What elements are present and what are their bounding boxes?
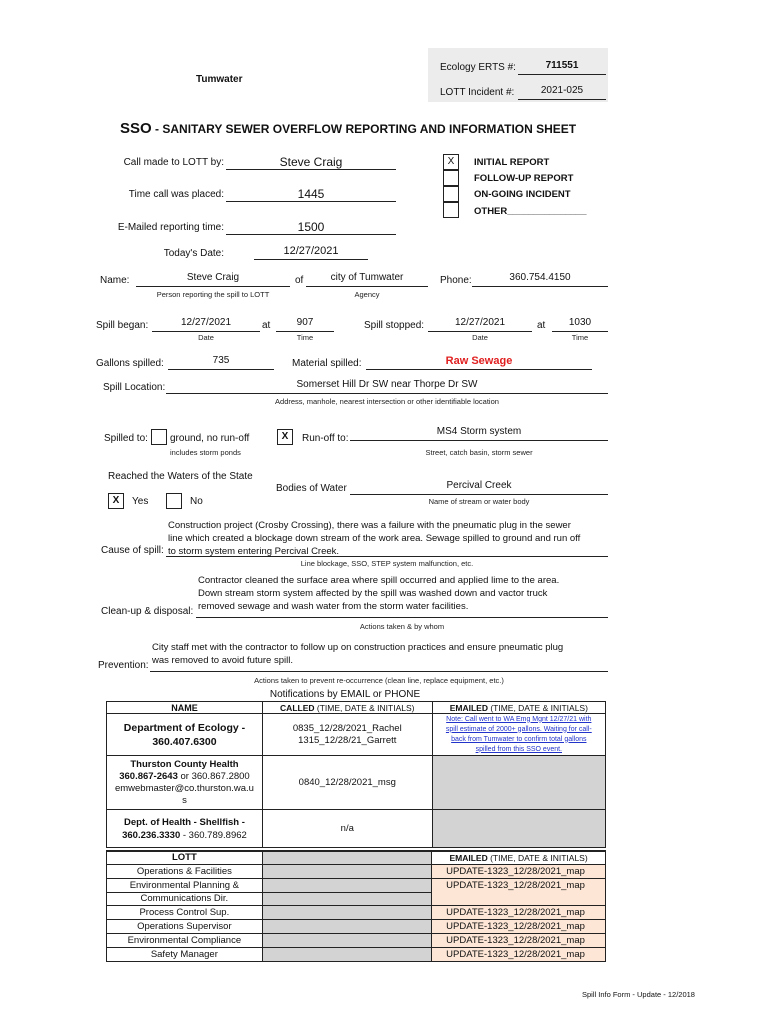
report-type-followup-label: FOLLOW-UP REPORT: [474, 173, 574, 184]
name-value: Steve Craig: [136, 272, 290, 287]
cleanup-line-3: removed sewage and wash water from the storm water facilities.: [198, 601, 469, 612]
lott-title: LOTT: [107, 851, 263, 864]
prevention-line-1: City staff met with the contractor to follow up on construction practices and ensure pneumatic plug: [152, 642, 564, 653]
lott-table: [106, 850, 606, 962]
name-label: Name:: [100, 275, 130, 286]
health-phone-rest: - 360.789.8962: [180, 829, 247, 841]
lott-row-called: [262, 878, 431, 892]
col-called-bold: CALLED: [280, 702, 315, 713]
phone-value: 360.754.4150: [472, 272, 608, 287]
lott-header-gap: [262, 851, 431, 864]
table-row: [107, 714, 606, 756]
of-label: of: [295, 275, 304, 286]
table-row: [107, 810, 606, 848]
notifications-table: [106, 701, 606, 848]
col-name-header: NAME: [107, 702, 263, 714]
cause-label: Cause of spill:: [101, 545, 164, 556]
runoff-checkbox[interactable]: X: [277, 429, 293, 445]
spill-stopped-time-caption: Time: [571, 333, 589, 342]
email-time-label: E-Mailed reporting time:: [117, 222, 224, 233]
lott-incident-label: LOTT Incident #:: [440, 87, 515, 98]
lott-row-name: Environmental Planning &: [107, 878, 263, 892]
lott-incident-value: 2021-025: [518, 85, 606, 100]
call-made-label: Call made to LOTT by:: [123, 157, 224, 168]
lott-emailed-bold: EMAILED: [449, 852, 488, 863]
page-title: [120, 120, 576, 137]
table-row: [107, 878, 606, 892]
agency-value: city of Tumwater: [306, 272, 428, 287]
lott-row-name: Safety Manager: [107, 947, 263, 961]
lott-emailed-header: [432, 851, 606, 864]
waters-yes-label: Yes: [132, 496, 149, 507]
call-time-label: Time call was placed:: [128, 189, 224, 200]
runoff-caption: Street, catch basin, storm sewer: [425, 448, 533, 457]
table-row: [107, 756, 606, 810]
lott-row-name: Process Control Sup.: [107, 905, 263, 919]
report-type-ongoing-box[interactable]: [443, 186, 459, 202]
lott-row-called: [262, 919, 431, 933]
ground-checkbox[interactable]: [151, 429, 167, 445]
city-name: Tumwater: [196, 74, 243, 85]
cleanup-line-1: Contractor cleaned the surface area where spill occurred and applied lime to the area.: [198, 575, 560, 586]
spill-location-caption: Address, manhole, nearest intersection or other identifiable location: [275, 397, 499, 406]
thurston-name: Thurston County Health: [130, 758, 239, 770]
lott-row-called: [262, 947, 431, 961]
prevention-line-2: was removed to avoid future spill.: [152, 655, 293, 666]
table-row: [107, 933, 606, 947]
lott-row-emailed: UPDATE-1323_12/28/2021_map: [432, 947, 606, 961]
spill-stopped-label: Spill stopped:: [364, 320, 425, 331]
title-sso: SSO: [120, 120, 152, 137]
todays-date-value: 12/27/2021: [254, 245, 368, 260]
spill-stopped-at: at: [537, 320, 546, 331]
prevention-underline: [150, 657, 608, 672]
call-time-value: 1445: [226, 187, 396, 202]
notifications-title: Notifications by EMAIL or PHONE: [269, 689, 421, 700]
bodies-caption: Name of stream or water body: [428, 497, 530, 506]
title-rest: - SANITARY SEWER OVERFLOW REPORTING AND INFORMATION SHEET: [151, 122, 577, 136]
lott-row-emailed: UPDATE-1323_12/28/2021_map: [432, 919, 606, 933]
health-called-cell: n/a: [262, 810, 432, 848]
phone-label: Phone:: [440, 275, 472, 286]
report-type-other-label: OTHER_______________: [474, 206, 587, 217]
lott-row-name: Environmental Compliance: [107, 933, 263, 947]
bodies-label: Bodies of Water: [276, 483, 347, 494]
lott-row-called: [262, 892, 431, 905]
thurston-phone-bold: 360.867-2643: [119, 770, 178, 782]
ground-caption: includes storm ponds: [170, 448, 241, 457]
cleanup-line-2: Down stream storm system affected by the spill was washed down and vactor truck: [198, 588, 548, 599]
spill-began-date-caption: Date: [198, 333, 214, 342]
lott-row-called: [262, 864, 431, 878]
call-made-value: Steve Craig: [226, 155, 396, 170]
ecology-note-cell: [432, 714, 605, 756]
waters-yes-checkbox[interactable]: X: [108, 493, 124, 509]
waters-no-checkbox[interactable]: [166, 493, 182, 509]
thurston-phone: [107, 771, 262, 783]
prevention-label: Prevention:: [98, 660, 149, 671]
bodies-value: Percival Creek: [350, 480, 608, 495]
spill-stopped-time: 1030: [552, 317, 608, 332]
cause-caption: Line blockage, SSO, STEP system malfunction, etc.: [300, 559, 474, 568]
lott-row-called: [262, 933, 431, 947]
material-value: Raw Sewage: [366, 355, 592, 370]
report-type-initial-label: INITIAL REPORT: [474, 157, 550, 168]
gallons-value: 735: [168, 355, 274, 370]
ecology-called-1: 0835_12/28/2021_Rachel: [292, 722, 402, 734]
ecology-erts-value: 711551: [518, 60, 606, 75]
cause-line-1: Construction project (Crosby Crossing), there was a failure with the pneumatic plug in the sewer: [168, 520, 571, 531]
table-row: [107, 919, 606, 933]
ecology-note-2: spill estimate of 2000+ gallons. Waiting for call-: [445, 725, 592, 733]
lott-row-emailed: UPDATE-1323_12/28/2021_map: [432, 933, 606, 947]
lott-emailed-rest: (TIME, DATE & INITIALS): [487, 852, 588, 863]
ecology-erts-label: Ecology ERTS #:: [440, 62, 516, 73]
cause-line-2: line which created a blockage down stream of the work area. Sewage spilled to ground and run off: [168, 533, 581, 544]
spill-began-date: 12/27/2021: [152, 317, 260, 332]
thurston-called-cell: 0840_12/28/2021_msg: [262, 756, 432, 810]
ecology-called-2: 1315_12/28/21_Garrett: [298, 734, 397, 746]
lott-row-called: [262, 905, 431, 919]
health-emailed-cell: [432, 810, 605, 848]
waters-label: Reached the Waters of the State: [108, 471, 253, 482]
table-row: [107, 864, 606, 878]
lott-row-emailed: UPDATE-1323_12/28/2021_map: [432, 864, 606, 878]
cause-underline: [166, 542, 608, 557]
ecology-note-4: spilled from this SSO event.: [475, 745, 562, 753]
col-called-header: [262, 702, 432, 714]
spill-stopped-date: 12/27/2021: [428, 317, 532, 332]
health-phone-bold: 360.236.3330: [122, 829, 181, 841]
spill-began-time-caption: Time: [296, 333, 314, 342]
spill-location-label: Spill Location:: [103, 382, 166, 393]
agency-caption: Agency: [354, 290, 380, 299]
lott-row-name: Communications Dir.: [107, 892, 263, 905]
waters-no-label: No: [190, 496, 203, 507]
thurston-phone-rest: or 360.867.2800: [177, 770, 250, 782]
report-type-other-box[interactable]: [443, 202, 459, 218]
lott-row-emailed: UPDATE-1323_12/28/2021_map: [432, 878, 606, 905]
report-type-followup-box[interactable]: [443, 170, 459, 186]
ecology-note-3: back from Tumwater to confirm total gallons: [451, 735, 587, 743]
spilled-to-label: Spilled to:: [104, 433, 148, 444]
thurston-email-2: s: [182, 794, 187, 806]
col-emailed-bold: EMAILED: [449, 702, 488, 713]
thurston-name-cell: [107, 756, 263, 810]
cleanup-underline: [196, 603, 608, 618]
ground-label: ground, no run-off: [170, 433, 250, 444]
col-emailed-header: [432, 702, 605, 714]
runoff-value: MS4 Storm system: [350, 426, 608, 441]
gallons-label: Gallons spilled:: [96, 358, 164, 369]
thurston-email-1: emwebmaster@co.thurston.wa.u: [114, 782, 254, 794]
spill-stopped-date-caption: Date: [472, 333, 488, 342]
cleanup-caption: Actions taken & by whom: [359, 622, 445, 631]
report-type-initial-box[interactable]: X: [443, 154, 459, 170]
spill-began-at: at: [262, 320, 271, 331]
cause-line-3: to storm system entering Percival Creek.: [168, 546, 340, 557]
thurston-emailed-cell: [432, 756, 605, 810]
email-time-value: 1500: [226, 220, 396, 235]
ecology-note-1: Note: Call went to WA Emg Mgnt 12/27/21 with: [446, 715, 592, 723]
prevention-caption: Actions taken to prevent re-occurrence (clean line, replace equipment, etc.): [254, 676, 504, 685]
col-called-rest: (TIME, DATE & INITIALS): [314, 702, 415, 713]
health-name: Dept. of Health - Shellfish -: [124, 816, 245, 828]
runoff-label: Run-off to:: [302, 433, 349, 444]
health-name-cell: [107, 810, 263, 848]
name-caption: Person reporting the spill to LOTT: [156, 290, 270, 299]
table-row: [107, 905, 606, 919]
material-label: Material spilled:: [292, 358, 362, 369]
report-type-ongoing-label: ON-GOING INCIDENT: [474, 189, 571, 200]
spill-location-value: Somerset Hill Dr SW near Thorpe Dr SW: [166, 379, 608, 394]
spill-began-time: 907: [276, 317, 334, 332]
ecology-called-cell: [262, 714, 432, 756]
spill-began-label: Spill began:: [96, 320, 149, 331]
ecology-name: Department of Ecology -: [123, 721, 246, 734]
footer-text: Spill Info Form - Update - 12/2018: [582, 990, 695, 999]
cleanup-label: Clean-up & disposal:: [101, 606, 194, 617]
todays-date-label: Today's Date:: [163, 248, 224, 259]
ecology-name-cell: [107, 714, 263, 756]
ecology-phone: 360.407.6300: [152, 735, 217, 748]
lott-row-name: Operations & Facilities: [107, 864, 263, 878]
col-emailed-rest: (TIME, DATE & INITIALS): [487, 702, 588, 713]
health-phone: [107, 829, 262, 842]
table-row: [107, 947, 606, 961]
lott-row-name: Operations Supervisor: [107, 919, 263, 933]
lott-row-emailed: UPDATE-1323_12/28/2021_map: [432, 905, 606, 919]
